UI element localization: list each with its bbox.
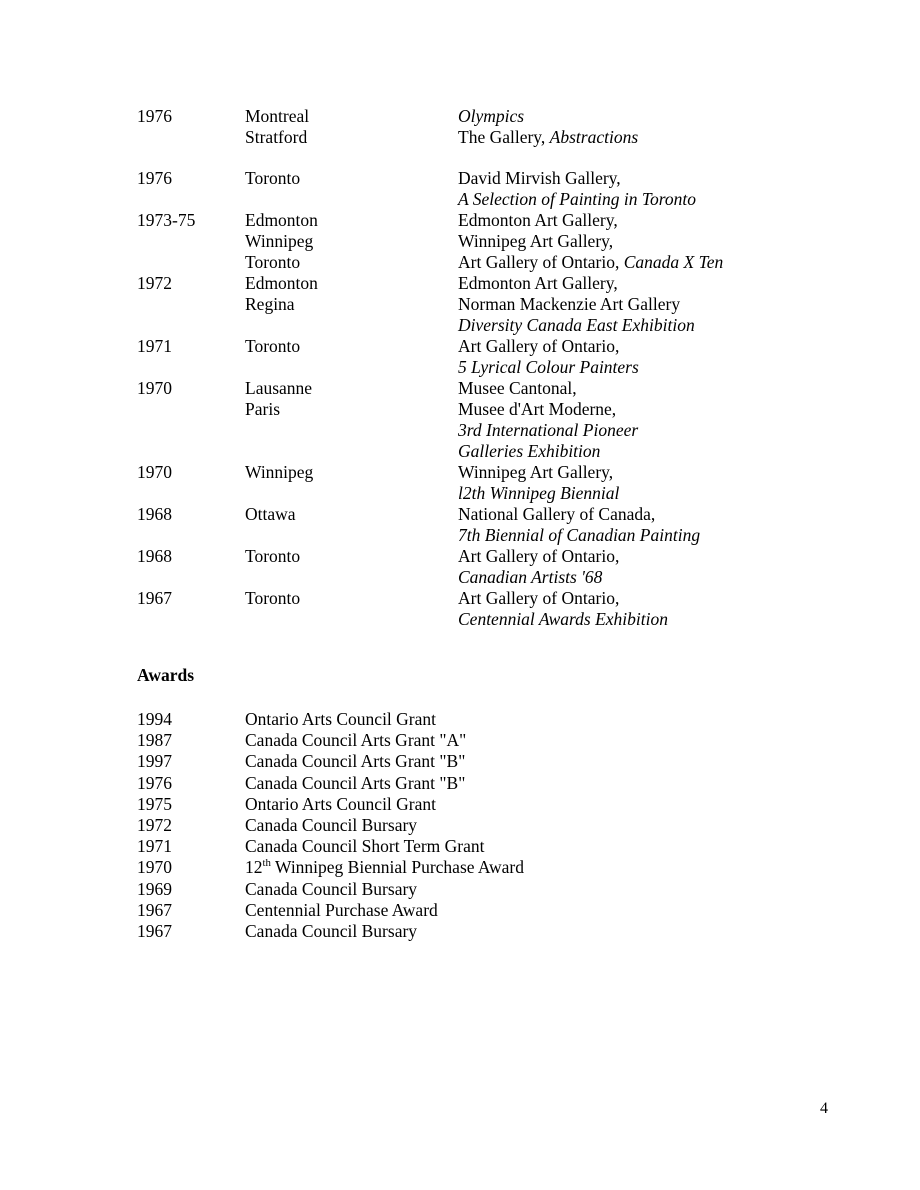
exhibition-title: 5 Lyrical Colour Painters	[458, 357, 639, 377]
exhibition-group	[137, 504, 837, 546]
award-year: 1975	[137, 793, 172, 814]
exhibition-row	[137, 168, 837, 189]
exhibition-year: 1976	[137, 106, 172, 126]
award-row	[137, 857, 777, 878]
awards-list	[137, 709, 777, 942]
exhibition-city: Toronto	[245, 252, 301, 272]
exhibition-group	[137, 378, 837, 462]
exhibition-venue	[458, 462, 837, 483]
exhibition-year: 1968	[137, 546, 172, 566]
award-description-text: Ontario Arts Council Grant	[245, 709, 437, 729]
award-description-text: 12	[245, 857, 263, 878]
exhibition-title: l2th Winnipeg Biennial	[458, 483, 620, 503]
exhibition-venue	[458, 588, 837, 609]
award-row	[137, 751, 777, 772]
exhibition-venue	[458, 399, 837, 420]
exhibition-venue	[458, 189, 837, 210]
exhibition-row	[137, 106, 837, 127]
exhibition-venue	[458, 609, 837, 630]
exhibition-city: Edmonton	[245, 273, 318, 293]
exhibition-year: 1970	[137, 378, 172, 398]
award-year: 1967	[137, 899, 172, 920]
award-description-text: Canada Council Bursary	[245, 815, 418, 836]
exhibition-row	[137, 273, 837, 294]
exhibition-venue	[458, 420, 837, 441]
exhibition-group	[137, 336, 837, 378]
venue-name: Norman Mackenzie Art Gallery	[458, 294, 681, 314]
award-description	[245, 921, 777, 942]
award-description	[245, 857, 777, 878]
exhibition-venue	[458, 315, 837, 336]
venue-name: National Gallery of Canada,	[458, 504, 656, 524]
exhibition-title: Galleries Exhibition	[458, 441, 601, 461]
exhibition-venue	[458, 294, 837, 315]
award-ordinal-suffix: th	[262, 857, 271, 870]
exhibition-group	[137, 462, 837, 504]
award-row	[137, 900, 777, 921]
exhibition-venue	[458, 273, 837, 294]
exhibition-row	[137, 462, 837, 483]
exhibition-row	[137, 127, 837, 148]
exhibition-year: 1976	[137, 168, 172, 188]
award-description	[245, 730, 777, 751]
award-description-text: Canada Council Arts Grant "B"	[245, 751, 466, 772]
exhibition-venue	[458, 168, 837, 189]
exhibitions-list	[137, 106, 837, 630]
exhibition-row	[137, 315, 837, 336]
exhibition-venue	[458, 378, 837, 399]
exhibition-row	[137, 609, 837, 630]
venue-name: Edmonton Art Gallery,	[458, 210, 618, 230]
exhibition-year: 1972	[137, 273, 172, 293]
exhibition-title: Centennial Awards Exhibition	[458, 609, 668, 629]
venue-name: Edmonton Art Gallery,	[458, 273, 618, 293]
award-year: 1970	[137, 857, 172, 878]
exhibition-title: Diversity Canada East Exhibition	[458, 315, 695, 335]
exhibition-row	[137, 504, 837, 525]
exhibition-row	[137, 189, 837, 210]
award-description-text: Canada Council Arts Grant "A"	[245, 730, 467, 751]
exhibition-row	[137, 546, 837, 567]
exhibition-year: 1970	[137, 462, 172, 482]
award-description	[245, 773, 777, 794]
exhibition-title: 7th Biennial of Canadian Painting	[458, 525, 701, 545]
exhibition-row	[137, 420, 837, 441]
award-description	[245, 794, 777, 815]
exhibition-venue	[458, 106, 837, 127]
exhibition-city: Toronto	[245, 336, 301, 356]
exhibition-venue	[458, 567, 837, 588]
award-year: 1987	[137, 730, 172, 751]
exhibition-row	[137, 378, 837, 399]
exhibition-venue	[458, 504, 837, 525]
exhibition-group	[137, 106, 837, 148]
award-year: 1997	[137, 751, 172, 772]
award-row	[137, 773, 777, 794]
award-row	[137, 730, 777, 751]
award-row	[137, 921, 777, 942]
exhibition-venue	[458, 127, 837, 148]
exhibition-city: Montreal	[245, 106, 310, 126]
venue-name: Art Gallery of Ontario,	[458, 546, 620, 566]
award-year: 1969	[137, 878, 172, 899]
awards-heading: Awards	[137, 665, 195, 685]
exhibition-venue	[458, 525, 837, 546]
exhibition-year: 1967	[137, 588, 172, 608]
exhibition-city: Toronto	[245, 168, 301, 188]
exhibition-row	[137, 336, 837, 357]
exhibition-venue	[458, 231, 837, 252]
venue-name: David Mirvish Gallery,	[458, 168, 621, 188]
award-description	[245, 879, 777, 900]
exhibition-venue	[458, 546, 837, 567]
award-description-text: Canada Council Arts Grant "B"	[245, 772, 466, 793]
venue-name: Musee Cantonal,	[458, 378, 577, 398]
award-description	[245, 900, 777, 921]
exhibition-city: Edmonton	[245, 210, 318, 230]
exhibition-year: 1973-75	[137, 210, 196, 230]
exhibition-city: Regina	[245, 294, 295, 314]
exhibition-venue	[458, 336, 837, 357]
award-year: 1994	[137, 709, 172, 729]
venue-name: Musee d'Art Moderne,	[458, 399, 617, 419]
award-description	[245, 709, 777, 730]
exhibition-city: Toronto	[245, 546, 301, 566]
exhibition-venue	[458, 252, 837, 273]
award-year: 1972	[137, 815, 172, 836]
award-description	[245, 836, 777, 857]
exhibition-city: Winnipeg	[245, 231, 314, 251]
award-description-text: Canada Council Bursary	[245, 921, 418, 942]
award-description	[245, 815, 777, 836]
award-year: 1967	[137, 921, 172, 942]
exhibition-title: Abstractions	[549, 127, 639, 147]
exhibition-group	[137, 546, 837, 588]
award-row	[137, 794, 777, 815]
exhibition-row	[137, 357, 837, 378]
exhibition-group	[137, 210, 837, 273]
exhibition-city: Lausanne	[245, 378, 313, 398]
exhibition-title: 3rd International Pioneer	[458, 420, 639, 440]
exhibition-city: Ottawa	[245, 504, 296, 524]
exhibition-venue	[458, 210, 837, 231]
venue-name: The Gallery,	[458, 127, 550, 147]
exhibition-venue	[458, 357, 837, 378]
exhibition-group	[137, 588, 837, 630]
award-description-text: Canada Council Short Term Grant	[245, 836, 485, 857]
exhibition-year: 1968	[137, 504, 172, 524]
page-number: 4	[820, 1100, 828, 1117]
exhibition-row	[137, 483, 837, 504]
exhibition-year: 1971	[137, 336, 172, 356]
exhibition-row	[137, 525, 837, 546]
exhibition-city: Paris	[245, 399, 280, 419]
award-description	[245, 751, 777, 772]
award-row	[137, 815, 777, 836]
exhibition-venue	[458, 483, 837, 504]
exhibition-row	[137, 588, 837, 609]
venue-name: Art Gallery of Ontario,	[458, 336, 620, 356]
exhibition-title: Olympics	[458, 106, 525, 126]
award-description-tail: Winnipeg Biennial Purchase Award	[270, 857, 524, 878]
venue-name: Winnipeg Art Gallery,	[458, 231, 614, 251]
exhibition-row	[137, 441, 837, 462]
exhibition-city: Stratford	[245, 127, 308, 147]
award-description-text: Centennial Purchase Award	[245, 899, 438, 920]
award-description-text: Canada Council Bursary	[245, 878, 418, 899]
venue-name: Art Gallery of Ontario,	[458, 252, 624, 272]
exhibition-title: Canadian Artists '68	[458, 567, 603, 587]
exhibition-row	[137, 294, 837, 315]
exhibition-city: Winnipeg	[245, 462, 314, 482]
venue-name: Art Gallery of Ontario,	[458, 588, 620, 608]
exhibition-title: Canada X Ten	[623, 252, 724, 272]
venue-name: Winnipeg Art Gallery,	[458, 462, 614, 482]
exhibition-title: A Selection of Painting in Toronto	[458, 189, 697, 209]
award-row	[137, 709, 777, 730]
award-row	[137, 879, 777, 900]
exhibition-city: Toronto	[245, 588, 301, 608]
exhibition-row	[137, 231, 837, 252]
exhibition-group	[137, 168, 837, 210]
award-year: 1971	[137, 836, 172, 857]
award-row	[137, 836, 777, 857]
exhibition-row	[137, 567, 837, 588]
exhibition-row	[137, 210, 837, 231]
exhibition-venue	[458, 441, 837, 462]
exhibition-row	[137, 399, 837, 420]
award-description-text: Ontario Arts Council Grant	[245, 793, 437, 814]
exhibition-group	[137, 273, 837, 336]
award-year: 1976	[137, 772, 172, 793]
exhibition-row	[137, 252, 837, 273]
